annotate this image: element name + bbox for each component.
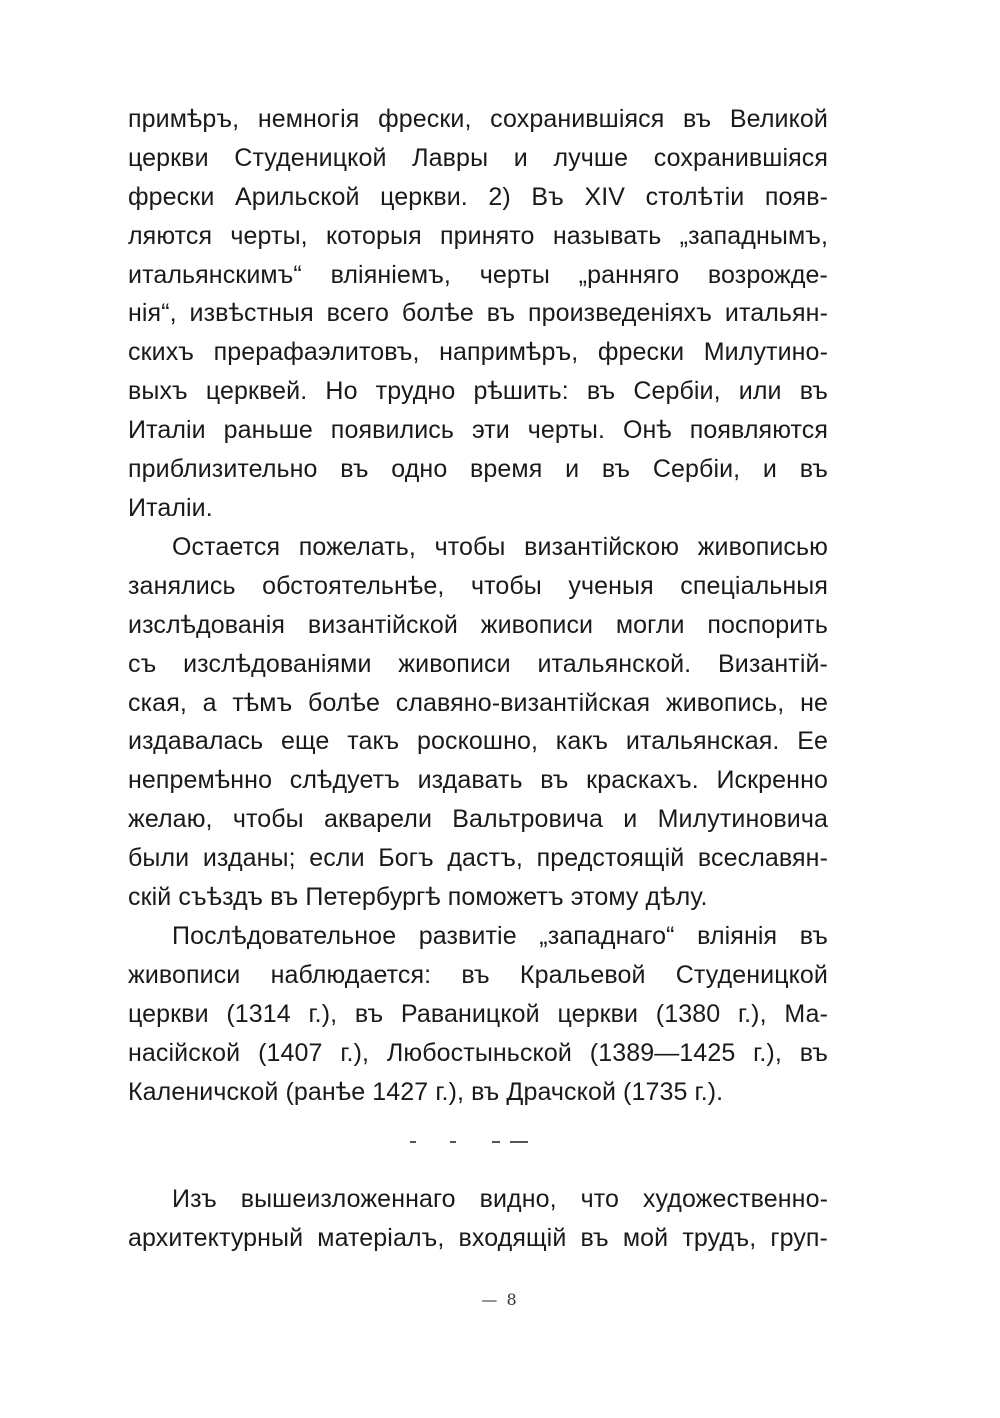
- text-line: ская, а тѣмъ болѣе славяно-византійская живопись, не: [128, 688, 828, 717]
- text-line: фрески Арильской церкви. 2) Въ XIV столѣтіи появ-: [128, 182, 828, 211]
- text-line: церкви (1314 г.), въ Раваницкой церкви (1380 г.), Ма-: [128, 999, 828, 1028]
- text-line: церкви Студеницкой Лавры и лучше сохранившіяся: [128, 143, 828, 172]
- text-line: непремѣнно слѣдуетъ издавать въ краскахъ. Искренно: [128, 766, 828, 795]
- text-line: съ изслѣдованіями живописи итальянской. Византій-: [128, 649, 828, 678]
- text-line: приблизительно въ одно время и въ Сербіи, и въ: [128, 455, 828, 484]
- text-line: Изъ вышеизложеннаго видно, что художественно-: [172, 1185, 828, 1213]
- text-line: были изданы; если Богъ дастъ, предстоящій всеславян-: [128, 844, 828, 873]
- text-line: желаю, чтобы акварели Вальтровича и Милутиновича: [128, 805, 828, 834]
- text-line: выхъ церквей. Но трудно рѣшить: въ Сербіи, или въ: [128, 377, 828, 406]
- text-line: скихъ прерафаэлитовъ, напримѣръ, фрески Милутино-: [128, 338, 828, 367]
- text-line: Италіи.: [128, 493, 213, 522]
- text-line: нія“, извѣстныя всего болѣе въ произведеніяхъ итальян-: [128, 299, 828, 328]
- text-line: примѣръ, немногія фрески, сохранившіяся въ Великой: [128, 105, 828, 133]
- text-line: занялись обстоятельнѣе, чтобы ученыя спеціальныя: [128, 571, 828, 600]
- text-line: Остается пожелать, чтобы византійскою живописью: [172, 533, 828, 561]
- text-line: итальянскимъ“ вліяніемъ, черты „ранняго возрожде-: [128, 260, 828, 289]
- paragraph-4: [128, 1180, 828, 1258]
- text-line: изслѣдованія византійской живописи могли поспорить: [128, 610, 828, 639]
- paragraph-2: [128, 528, 828, 917]
- text-line: насійской (1407 г.), Любостыньской (1389—1425 г.), въ: [128, 1038, 828, 1067]
- text-line: скій съѣздъ въ Петербургѣ поможетъ этому дѣлу.: [128, 883, 708, 912]
- paragraph-3: [128, 917, 828, 1111]
- section-divider: [410, 1137, 540, 1147]
- text-line: издавалась еще такъ роскошно, какъ итальянская. Ее: [128, 727, 828, 756]
- paragraph-1: [128, 100, 828, 528]
- text-line: живописи наблюдается: въ Кральевой Студеницкой: [128, 960, 828, 989]
- text-line: Италіи раньше появились эти черты. Онѣ появляются: [128, 416, 828, 445]
- text-line: ляются черты, которыя принято называть „западнымъ,: [128, 221, 828, 250]
- text-line: Послѣдовательное развитіе „западнаго“ вліянія въ: [172, 922, 828, 950]
- text-line: Каленичской (ранѣе 1427 г.), въ Драчской (1735 г.).: [128, 1077, 724, 1106]
- page-number: — 8: [481, 1290, 519, 1309]
- text-line: архитектурный матеріалъ, входящій въ мой трудъ, груп-: [128, 1223, 828, 1252]
